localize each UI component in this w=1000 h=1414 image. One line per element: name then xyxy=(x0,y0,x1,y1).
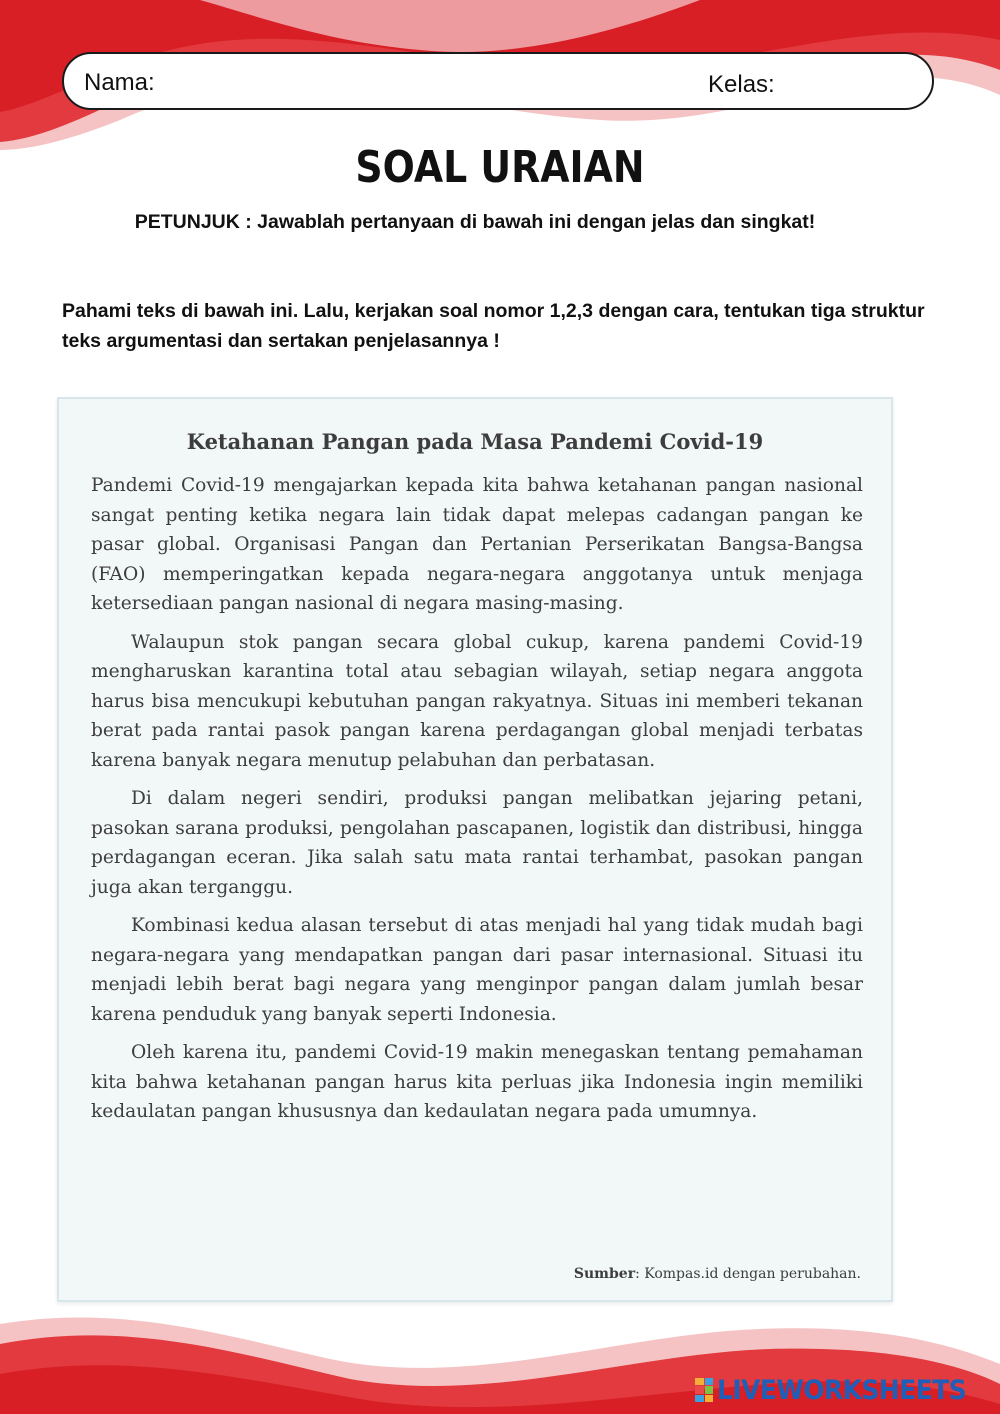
petunjuk-instructions: PETUNJUK : Jawablah pertanyaan di bawah ini dengan jelas dan singkat! xyxy=(134,211,816,233)
task-instruction: Pahami teks di bawah ini. Lalu, kerjakan soal nomor 1,2,3 dengan cara, tentukan tiga struktur teks argumentasi dan sertakan penjelasannya ! xyxy=(62,300,925,352)
source-label: Sumber xyxy=(573,1266,636,1282)
article-source xyxy=(574,1266,861,1282)
article-title: Ketahanan Pangan pada Masa Pandemi Covid-19 xyxy=(186,429,764,454)
article-body xyxy=(91,471,863,1136)
liveworksheets-brand xyxy=(695,1374,988,1406)
class-label: Kelas: xyxy=(708,71,775,98)
article-paragraph: Di dalam negeri sendiri, produksi pangan melibatkan jejaring petani, pasokan sarana produksi, pengolahan pascapanen, logistik dan distribusi, hingga perdagangan eceran. Jika salah satu mata rantai terhambat, pasokan pangan juga akan terganggu. xyxy=(91,788,863,898)
name-input[interactable] xyxy=(174,64,698,102)
article-paragraph: Walaupun stok pangan secara global cukup, karena pandemi Covid-19 mengharuskan karantina total atau sebagian wilayah, setiap negara anggota harus bisa mencukupi kebutuhan pangan rakyatnya. Situas ini memberi tekanan berat pada rantai pasok pangan karena perdagangan global menjadi terbatas karena banyak negara menutup pelabuhan dan perbatasan. xyxy=(91,631,863,771)
name-label: Nama: xyxy=(84,69,155,96)
liveworksheets-wordmark: LIVEWORKSHEETS xyxy=(717,1374,967,1406)
student-info-bar xyxy=(62,52,934,110)
article-paragraph: Kombinasi kedua alasan tersebut di atas menjadi hal yang tidak mudah bagi negara-negara yang mendapatkan pangan dari pasar internasional. Situasi itu menjadi lebih berat bagi negara yang menginpor pangan dalam jumlah besar karena penduduk yang banyak seperti Indonesia. xyxy=(91,915,863,1025)
class-input[interactable] xyxy=(789,64,923,102)
source-text: : Kompas.id dengan perubahan. xyxy=(635,1266,861,1282)
article-paragraph: Oleh karena itu, pandemi Covid-19 makin menegaskan tentang pemahaman kita bahwa ketahanan pangan harus kita perluas jika Indonesia ingin memiliki kedaulatan pangan khususnya dan kedaulatan negara pada umumnya. xyxy=(91,1042,863,1122)
reading-passage xyxy=(57,397,893,1302)
article-paragraph: Pandemi Covid-19 mengajarkan kepada kita bahwa ketahanan pangan nasional sangat penting ketika negara lain tidak dapat melepas cadangan pangan ke pasar global. Organisasi Pangan dan Pertanian Perserikatan Bangsa-Bangsa (FAO) memperingatkan kepada negara-negara anggotanya untuk menjaga ketersediaan pangan nasional di negara masing-masing. xyxy=(91,475,863,614)
page-title: SOAL URAIAN xyxy=(355,142,645,193)
liveworksheets-logo-icon xyxy=(695,1378,713,1402)
